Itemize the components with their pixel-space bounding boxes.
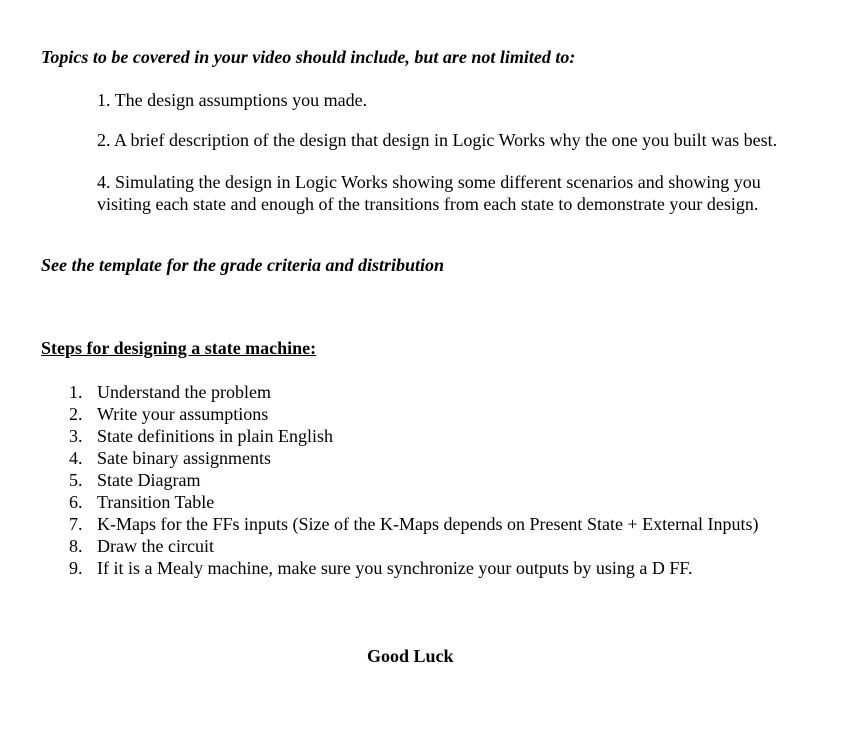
topic-item-2: 2. A brief description of the design that design in Logic Works why the one you built was best. — [97, 130, 778, 150]
topic-item-4: 4. Simulating the design in Logic Works showing some different scenarios and showing you visiting each state and enough of the transitions from each state to demonstrate your design. — [97, 172, 761, 214]
step-number: 1. — [69, 382, 83, 402]
list-item — [69, 469, 789, 491]
list-item — [69, 403, 789, 425]
step-text: Draw the circuit — [97, 536, 214, 556]
closing-text: Good Luck — [367, 646, 454, 666]
list-item — [69, 513, 789, 535]
step-number: 5. — [69, 470, 83, 490]
step-text: State Diagram — [97, 470, 201, 490]
step-number: 3. — [69, 426, 83, 446]
topics-heading: Topics to be covered in your video should include, but are not limited to: — [41, 47, 576, 67]
list-item — [69, 535, 789, 557]
list-item — [69, 491, 789, 513]
steps-list — [69, 381, 789, 579]
list-item — [69, 557, 789, 579]
step-text: State definitions in plain English — [97, 426, 333, 446]
list-item — [69, 447, 789, 469]
step-text: If it is a Mealy machine, make sure you synchronize your outputs by using a D FF. — [97, 558, 693, 578]
list-item — [69, 425, 789, 447]
step-text: Write your assumptions — [97, 404, 269, 424]
step-number: 4. — [69, 448, 83, 468]
step-text: Understand the problem — [97, 382, 271, 402]
step-number: 8. — [69, 536, 83, 556]
topic-item-1: 1. The design assumptions you made. — [97, 90, 368, 110]
step-text: K-Maps for the FFs inputs (Size of the K-Maps depends on Present State + External Inputs) — [97, 514, 759, 534]
step-number: 6. — [69, 492, 83, 512]
step-number: 9. — [69, 558, 83, 578]
step-text: Sate binary assignments — [97, 448, 271, 468]
step-number: 7. — [69, 514, 83, 534]
step-number: 2. — [69, 404, 83, 424]
step-text: Transition Table — [97, 492, 215, 512]
template-note: See the template for the grade criteria and distribution — [41, 255, 445, 275]
steps-heading: Steps for designing a state machine: — [41, 338, 317, 358]
list-item — [69, 381, 789, 403]
